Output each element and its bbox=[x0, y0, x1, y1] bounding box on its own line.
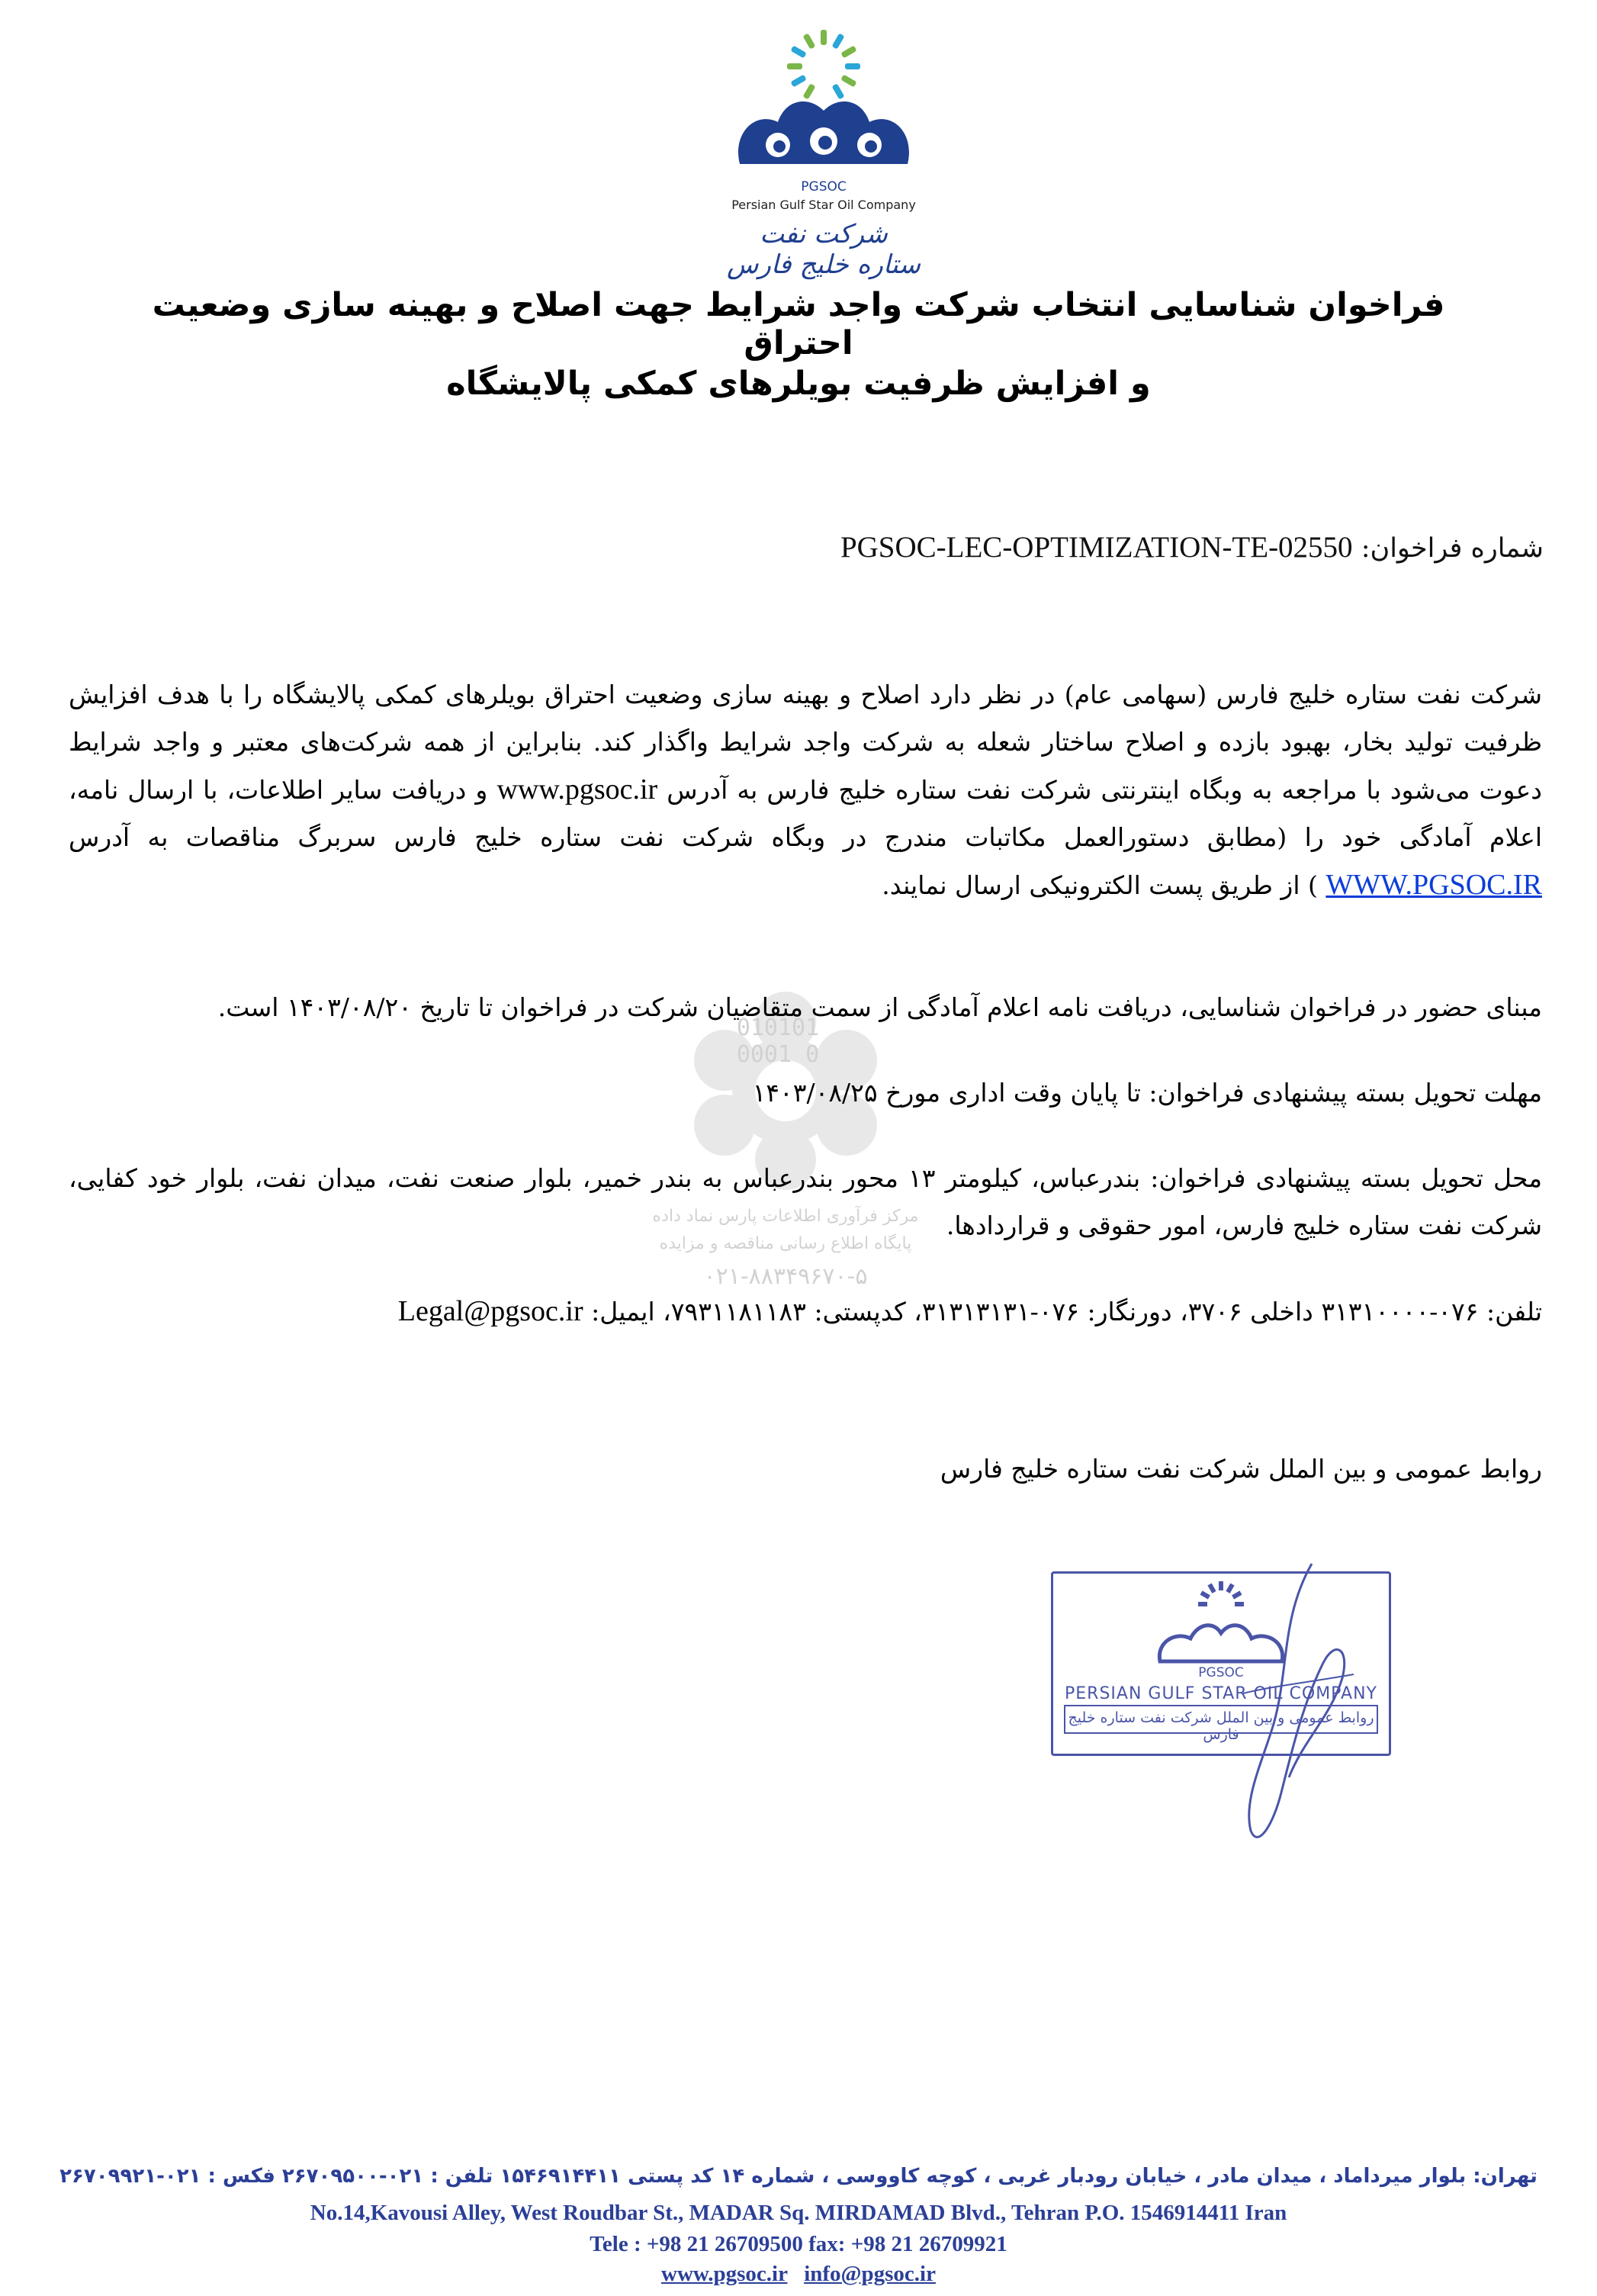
stamp-persian-text: روابط عمومی و بین الملل شرکت نفت ستاره خلیج فارس bbox=[1068, 1709, 1374, 1743]
footer-persian-address: تهران: بلوار میرداماد ، میدان مادر ، خیابان رودبار غربی ، کوچه کاووسی ، شماره ۱۴ کد پستی ۱۵۴۶۹۱۴۴۱۱ تلفن : ۰۲۱-۲۶۷۰۹۵۰۰ فکس : ۰۲۱-۲۶۷۰۹۹۲۱ bbox=[59, 2165, 1538, 2188]
footer-email-link[interactable]: info@pgsoc.ir bbox=[804, 2262, 936, 2286]
logo-emblem-icon bbox=[725, 19, 923, 179]
footer-english-address: No.14,Kavousi Alley, West Roudbar St., MADAR Sq. MIRDAMAD Blvd., Tehran P.O. 1546914411 Iran bbox=[310, 2201, 1287, 2225]
footer-web bbox=[46, 2262, 1551, 2287]
company-logo bbox=[725, 19, 923, 280]
contact-paragraph bbox=[69, 1288, 1542, 1336]
contact-text: تلفن: ۰۷۶-۳۱۳۱۰۰۰۰ داخلی ۳۷۰۶، دورنگار: ۰۷۶-۳۱۳۱۳۱۳۱، کدپستی: ۷۹۳۱۱۸۱۱۸۳، ایمیل: bbox=[591, 1297, 1542, 1326]
call-number bbox=[840, 530, 1544, 564]
footer-website-link[interactable]: www.pgsoc.ir bbox=[661, 2262, 788, 2286]
contact-email: Legal@pgsoc.ir bbox=[397, 1295, 583, 1327]
logo-persian-name: شرکت نفت ستاره خلیج فارس bbox=[727, 219, 921, 280]
tenders-link[interactable]: WWW.PGSOC.IR bbox=[1325, 869, 1542, 901]
intro-website: www.pgsoc.ir bbox=[496, 773, 658, 806]
page-title-line-2: و افزایش ظرفیت بویلرهای کمکی پالایشگاه bbox=[446, 365, 1151, 403]
basis-paragraph: مبنای حضور در فراخوان شناسایی، دریافت نامه اعلام آمادگی از سمت متقاضیان شرکت در فراخوان تا تاریخ ۱۴۰۳/۰۸/۲۰ است. bbox=[217, 992, 1542, 1022]
intro-text-2: و دریافت سایر اطلاعات، با ارسال نامه، اعلام آمادگی خود را (مطابق دستورالعمل مکاتبات مندرج در وبگاه شرکت نفت ستاره خلیج فارس سربرگ مناقصات به آدرس bbox=[69, 775, 1542, 852]
signature bbox=[1190, 1548, 1388, 1854]
watermark-digits: 010101 0001 0 bbox=[736, 1015, 820, 1068]
intro-text-1: شرکت نفت ستاره خلیج فارس (سهامی عام) در نظر دارد اصلاح و بهینه سازی وضعیت احتراق بویلرهای کمکی پالایشگاه را با هدف افزایش ظرفیت تولید بخار، بهبود بازده و اصلاح ساختار شعله به شرکت واجد شرایط واگذار کند. بنابراین از همه شرکت‌های معتبر و واجد شرایط دعوت می‌شود با مراجعه به وبگاه اینترنتی شرکت نفت ستاره خلیج فارس به آدرس bbox=[69, 680, 1542, 805]
footer-tel-fax: Tele : +98 21 26709500 fax: +98 21 26709921 bbox=[590, 2232, 1007, 2256]
watermark bbox=[602, 992, 969, 1312]
signoff: روابط عمومی و بین الملل شرکت نفت ستاره خلیج فارس bbox=[940, 1454, 1542, 1484]
intro-text-3: ) از طریق پست الکترونیکی ارسال نمایند. bbox=[882, 870, 1318, 900]
call-number-label: شماره فراخوان: bbox=[1361, 533, 1544, 564]
logo-abbreviation: PGSOC bbox=[801, 179, 847, 195]
watermark-line-2: پایگاه اطلاع رسانی مناقصه و مزایده bbox=[659, 1234, 912, 1253]
watermark-line-1: مرکز فرآوری اطلاعات پارس نماد داده bbox=[652, 1207, 919, 1226]
logo-english-name: Persian Gulf Star Oil Company bbox=[731, 198, 916, 212]
stamp-abbreviation: PGSOC bbox=[1198, 1665, 1244, 1680]
page-title-line-1: فراخوان شناسایی انتخاب شرکت واجد شرایط جهت اصلاح و بهینه سازی وضعیت احتراق bbox=[152, 286, 1445, 362]
intro-paragraph bbox=[69, 671, 1542, 953]
location-paragraph: محل تحویل بسته پیشنهادی فراخوان: بندرعباس، کیلومتر ۱۳ محور بندرعباس به بندر خمیر، بلوار صنعت نفت، میدان نفت، بلوار خود کفایی، شرکت نفت ستاره خلیج فارس، امور حقوقی و قراردادها. bbox=[69, 1163, 1543, 1240]
stamp-english-text: PERSIAN GULF STAR OIL COMPANY bbox=[1064, 1684, 1377, 1703]
deadline-paragraph: مهلت تحویل بسته پیشنهادی فراخوان: تا پایان وقت اداری مورخ ۱۴۰۳/۰۸/۲۵ bbox=[752, 1078, 1542, 1108]
watermark-phone: ۰۲۱-۸۸۳۴۹۶۷۰-۵ bbox=[703, 1263, 868, 1290]
call-number-value: PGSOC-LEC-OPTIMIZATION-TE-02550 bbox=[840, 531, 1353, 564]
